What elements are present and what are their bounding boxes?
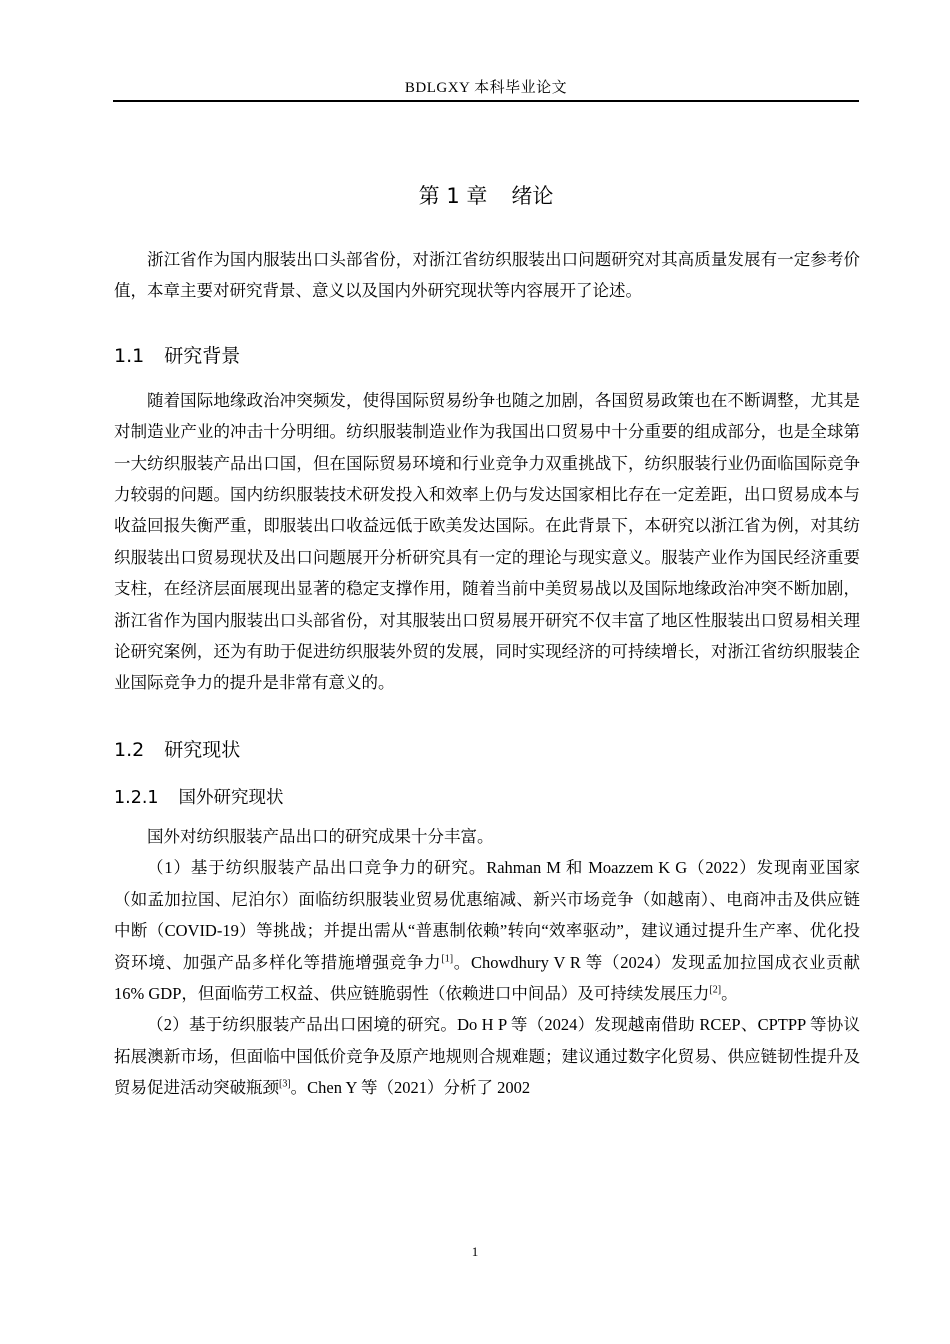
section-heading-1-2 [114, 735, 860, 762]
chapter-title [113, 180, 859, 210]
paragraph-text: 。Chowdhury V R 等（2024）发现孟加拉国成衣业贡献 16% GDP，但面临劳工权益、供应链脆弱性（依赖进口中间品）及可持续发展压力 [114, 952, 860, 1003]
background-paragraph: 随着国际地缘政治冲突频发，使得国际贸易纷争也随之加剧，各国贸易政策也在不断调整，尤其是对制造业产业的冲击十分明细。纺织服装制造业作为我国出口贸易中十分重要的组成部分，也是全球第一大纺织服装产品出口国，但在国际贸易环境和行业竞争力双重挑战下，纺织服装行业仍面临国际竞争力较弱的问题。国内纺织服装技术研发投入和效率上仍与发达国家相比存在一定差距，出口贸易成本与收益回报失衡严重，即服装出口收益远低于欧美发达国际。在此背景下，本研究以浙江省为例，对其纺织服装出口贸易现状及出口问题展开分析研究具有一定的理论与现实意义。服装产业作为国民经济重要支柱，在经济层面展现出显著的稳定支撑作用，随着当前中美贸易战以及国际地缘政治冲突不断加剧，浙江省作为国内服装出口头部省份，对其服装出口贸易展开研究不仅丰富了地区性服装出口贸易相关理论研究案例，还为有助于促进纺织服装外贸的发展，同时实现经济的可持续增长，对浙江省纺织服装企业国际竞争力的提升是非常有意义的。 [114, 390, 860, 693]
chapter-name: 绪论 [511, 184, 554, 208]
section-number: 1.1 [114, 344, 145, 367]
section-number: 1.2 [114, 738, 145, 761]
intro-paragraph: 浙江省作为国内服装出口头部省份，对浙江省纺织服装出口问题研究对其高质量发展有一定参考价值，本章主要对研究背景、意义以及国内外研究现状等内容展开了论述。 [114, 250, 860, 301]
paragraph-text: （1）基于纺织服装产品出口竞争力的研究。Rahman M 和 Moazzem K G（2022）发现南亚国家（如孟加拉国、尼泊尔）面临纺织服装业贸易优惠缩减、新兴市场竞争（如越南）、电商冲击及供应链中断（COVID-19）等挑战；并提出需从“普惠制依赖”转向“效率驱动”，建议通过提升生产率、优化投资环境、加强产品多样化等措施增强竞争力 [114, 858, 860, 972]
paragraph-text: 。 [721, 983, 738, 1003]
competitiveness-paragraph [114, 852, 860, 1009]
foreign-research-lead: 国外对纺织服装产品出口的研究成果十分丰富。 [147, 826, 494, 846]
subsection-title: 国外研究现状 [178, 787, 284, 808]
citation-ref: [3] [279, 1078, 291, 1090]
chapter-number: 第 1 章 [418, 184, 488, 208]
running-header: BDLGXY 本科毕业论文 [404, 80, 568, 96]
subsection-number: 1.2.1 [114, 787, 159, 808]
page-number: 1 [471, 1244, 479, 1259]
section-title: 研究背景 [164, 344, 241, 367]
section-title: 研究现状 [164, 738, 241, 761]
paragraph-text: （2）基于纺织服装产品出口困境的研究。Do H P 等（2024）发现越南借助 RCEP、CPTPP 等协议拓展澳新市场，但面临中国低价竞争及原产地规则合规难题；建议通过数字化贸易、供应链韧性提升及贸易促进活动突破瓶颈 [114, 1015, 860, 1098]
header-rule [113, 100, 859, 102]
citation-ref: [2] [709, 984, 722, 996]
dilemma-paragraph [114, 1009, 860, 1103]
section-heading-1-1 [114, 341, 860, 368]
body-content [114, 244, 860, 1104]
paragraph-text: 。Chen Y 等（2021）分析了 2002 [290, 1078, 531, 1098]
citation-ref: [1] [441, 953, 454, 964]
subsection-heading-1-2-1 [114, 784, 860, 809]
